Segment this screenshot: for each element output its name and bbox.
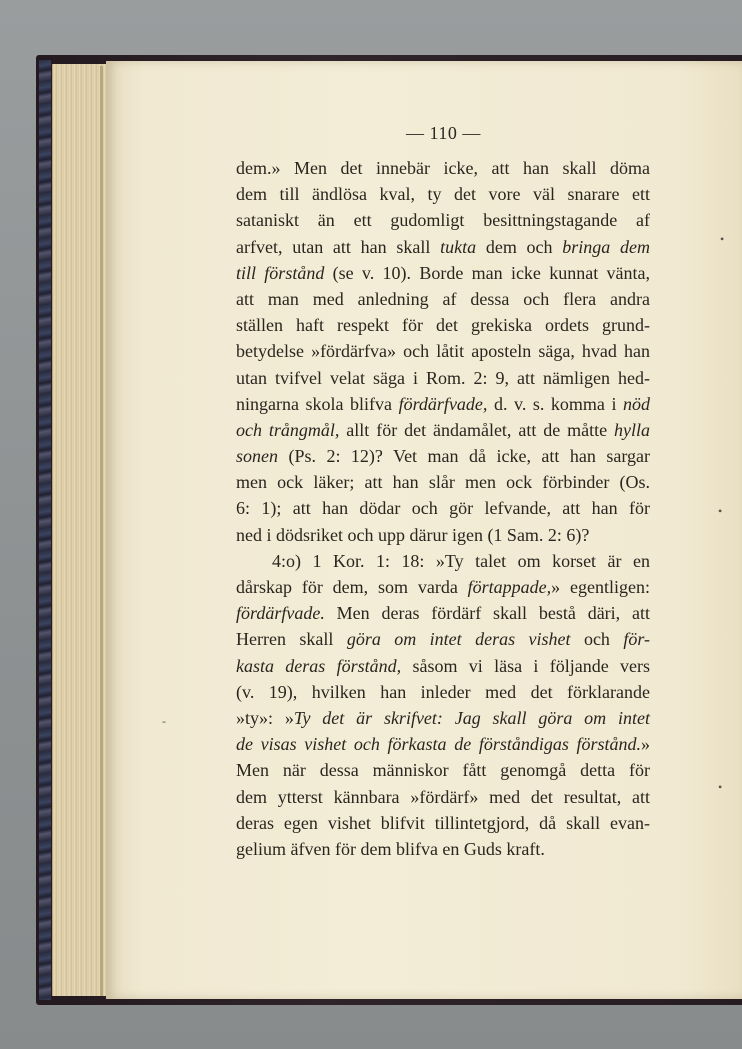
text-line	[236, 600, 650, 626]
text-run: »ty»: »	[236, 707, 294, 728]
gutter	[100, 66, 103, 996]
text-run: 4:o) 1 Kor. 1: 18: »Ty talet om korset är en	[272, 550, 650, 571]
text-run: dem ytterst kännbara »fördärf» med det resultat, att	[236, 786, 650, 807]
italic-run: göra om intet deras vishet	[346, 629, 571, 650]
italic-run: tukta	[440, 236, 477, 257]
text-run: (se v. 10). Borde man icke kunnat vänta,	[324, 262, 651, 283]
text-line	[236, 522, 650, 548]
italic-run: hylla	[614, 419, 650, 440]
italic-run: Ty det är skrifvet: Jag skall göra om intet	[293, 707, 650, 728]
text-line	[236, 181, 650, 207]
text-line	[236, 784, 650, 810]
marbled-edge	[39, 60, 51, 1000]
text-line	[236, 836, 650, 862]
text-run: allt för det ändamålet, att de måtte	[339, 419, 614, 440]
text-line	[236, 495, 650, 521]
italic-run: till förstånd	[236, 262, 325, 283]
text-run: betydelse »fördärfva» och låtit aposteln säga, hvad han	[236, 341, 650, 362]
text-line	[236, 417, 650, 443]
text-run: deras egen vishet blifvit tillintetgjord, då skall evan-	[236, 812, 650, 833]
italic-run: nöd	[623, 393, 651, 414]
text-run: ningarna skola blifva	[236, 393, 399, 414]
text-run: d. v. s. komma i	[487, 393, 624, 414]
text-run: Men deras fördärf skall bestå däri, att	[324, 603, 650, 624]
body-text	[236, 155, 650, 862]
text-run: Men när dessa människor fått genomgå detta för	[236, 760, 650, 781]
text-run: såsom vi läsa i följande vers	[401, 655, 650, 676]
text-line	[236, 234, 650, 260]
text-run: dårskap för dem, som varda	[236, 577, 468, 597]
text-run: Herren skall	[236, 629, 347, 650]
italic-run: de visas vishet och förkasta de förståndigas förstånd.	[236, 734, 641, 755]
italic-run: förtappade,	[467, 577, 552, 597]
text-run: men ock läker; att han slår men ock förbinder (Os.	[236, 472, 650, 493]
text-line	[236, 574, 650, 600]
italic-run: för-	[623, 629, 650, 650]
text-line	[236, 653, 650, 679]
text-line	[236, 469, 650, 495]
text-line	[236, 731, 650, 757]
text-run: utan tvifvel velat säga i Rom. 2: 9, att nämligen hed-	[236, 367, 650, 388]
text-run: dem.» Men det innebär icke, att han skall döma	[236, 158, 650, 178]
italic-run: fördärfvade.	[236, 603, 325, 624]
italic-run: kasta deras förstånd,	[236, 655, 402, 676]
text-run: » egentligen:	[551, 577, 650, 597]
text-run: ställen haft respekt för det grekiska ordets grund-	[236, 315, 650, 336]
text-run: 6: 1); att han dödar och gör lefvande, att han för	[236, 498, 650, 519]
text-line	[236, 286, 650, 312]
text-line	[236, 626, 650, 652]
italic-run: fördärfvade,	[398, 393, 488, 414]
text-run: (v. 19), hvilken han inleder med det förklarande	[236, 681, 650, 702]
text-run: dem till ändlösa kval, ty det vore väl snarare ett	[236, 184, 650, 205]
text-line	[236, 312, 650, 338]
text-run: ned i dödsriket och upp därur igen (1 Sam. 2: 6)?	[236, 524, 590, 545]
text-line	[236, 207, 650, 233]
text-run: sataniskt än ett gudomligt besittningstagande af	[236, 210, 650, 231]
margin-speck: •	[720, 232, 725, 246]
margin-speck: -	[162, 714, 166, 728]
text-line	[236, 155, 650, 181]
text-run: arfvet, utan att han skall	[236, 236, 441, 257]
text-line	[236, 679, 650, 705]
text-line	[236, 757, 650, 783]
text-run: gelium äfven för dem blifva en Guds kraft.	[236, 838, 545, 859]
text-line	[236, 260, 650, 286]
text-line	[236, 548, 650, 574]
italic-run: bringa dem	[562, 236, 651, 257]
text-line	[236, 338, 650, 364]
text-run: att man med anledning af dessa och flera andra	[236, 288, 650, 309]
text-line	[236, 810, 650, 836]
text-run: dem och	[476, 236, 563, 257]
text-line	[236, 365, 650, 391]
margin-speck: •	[718, 780, 723, 794]
margin-speck: •	[718, 504, 723, 518]
text-run: »	[641, 734, 650, 755]
italic-run: sonen	[236, 446, 278, 467]
italic-run: och trångmål,	[236, 419, 340, 440]
text-line	[236, 705, 650, 731]
page-number: — 110 —	[406, 123, 481, 143]
text-run: (Ps. 2: 12)? Vet man då icke, att han sargar	[278, 446, 650, 467]
text-line	[236, 391, 650, 417]
text-line	[236, 443, 650, 469]
text-run: och	[570, 629, 624, 650]
